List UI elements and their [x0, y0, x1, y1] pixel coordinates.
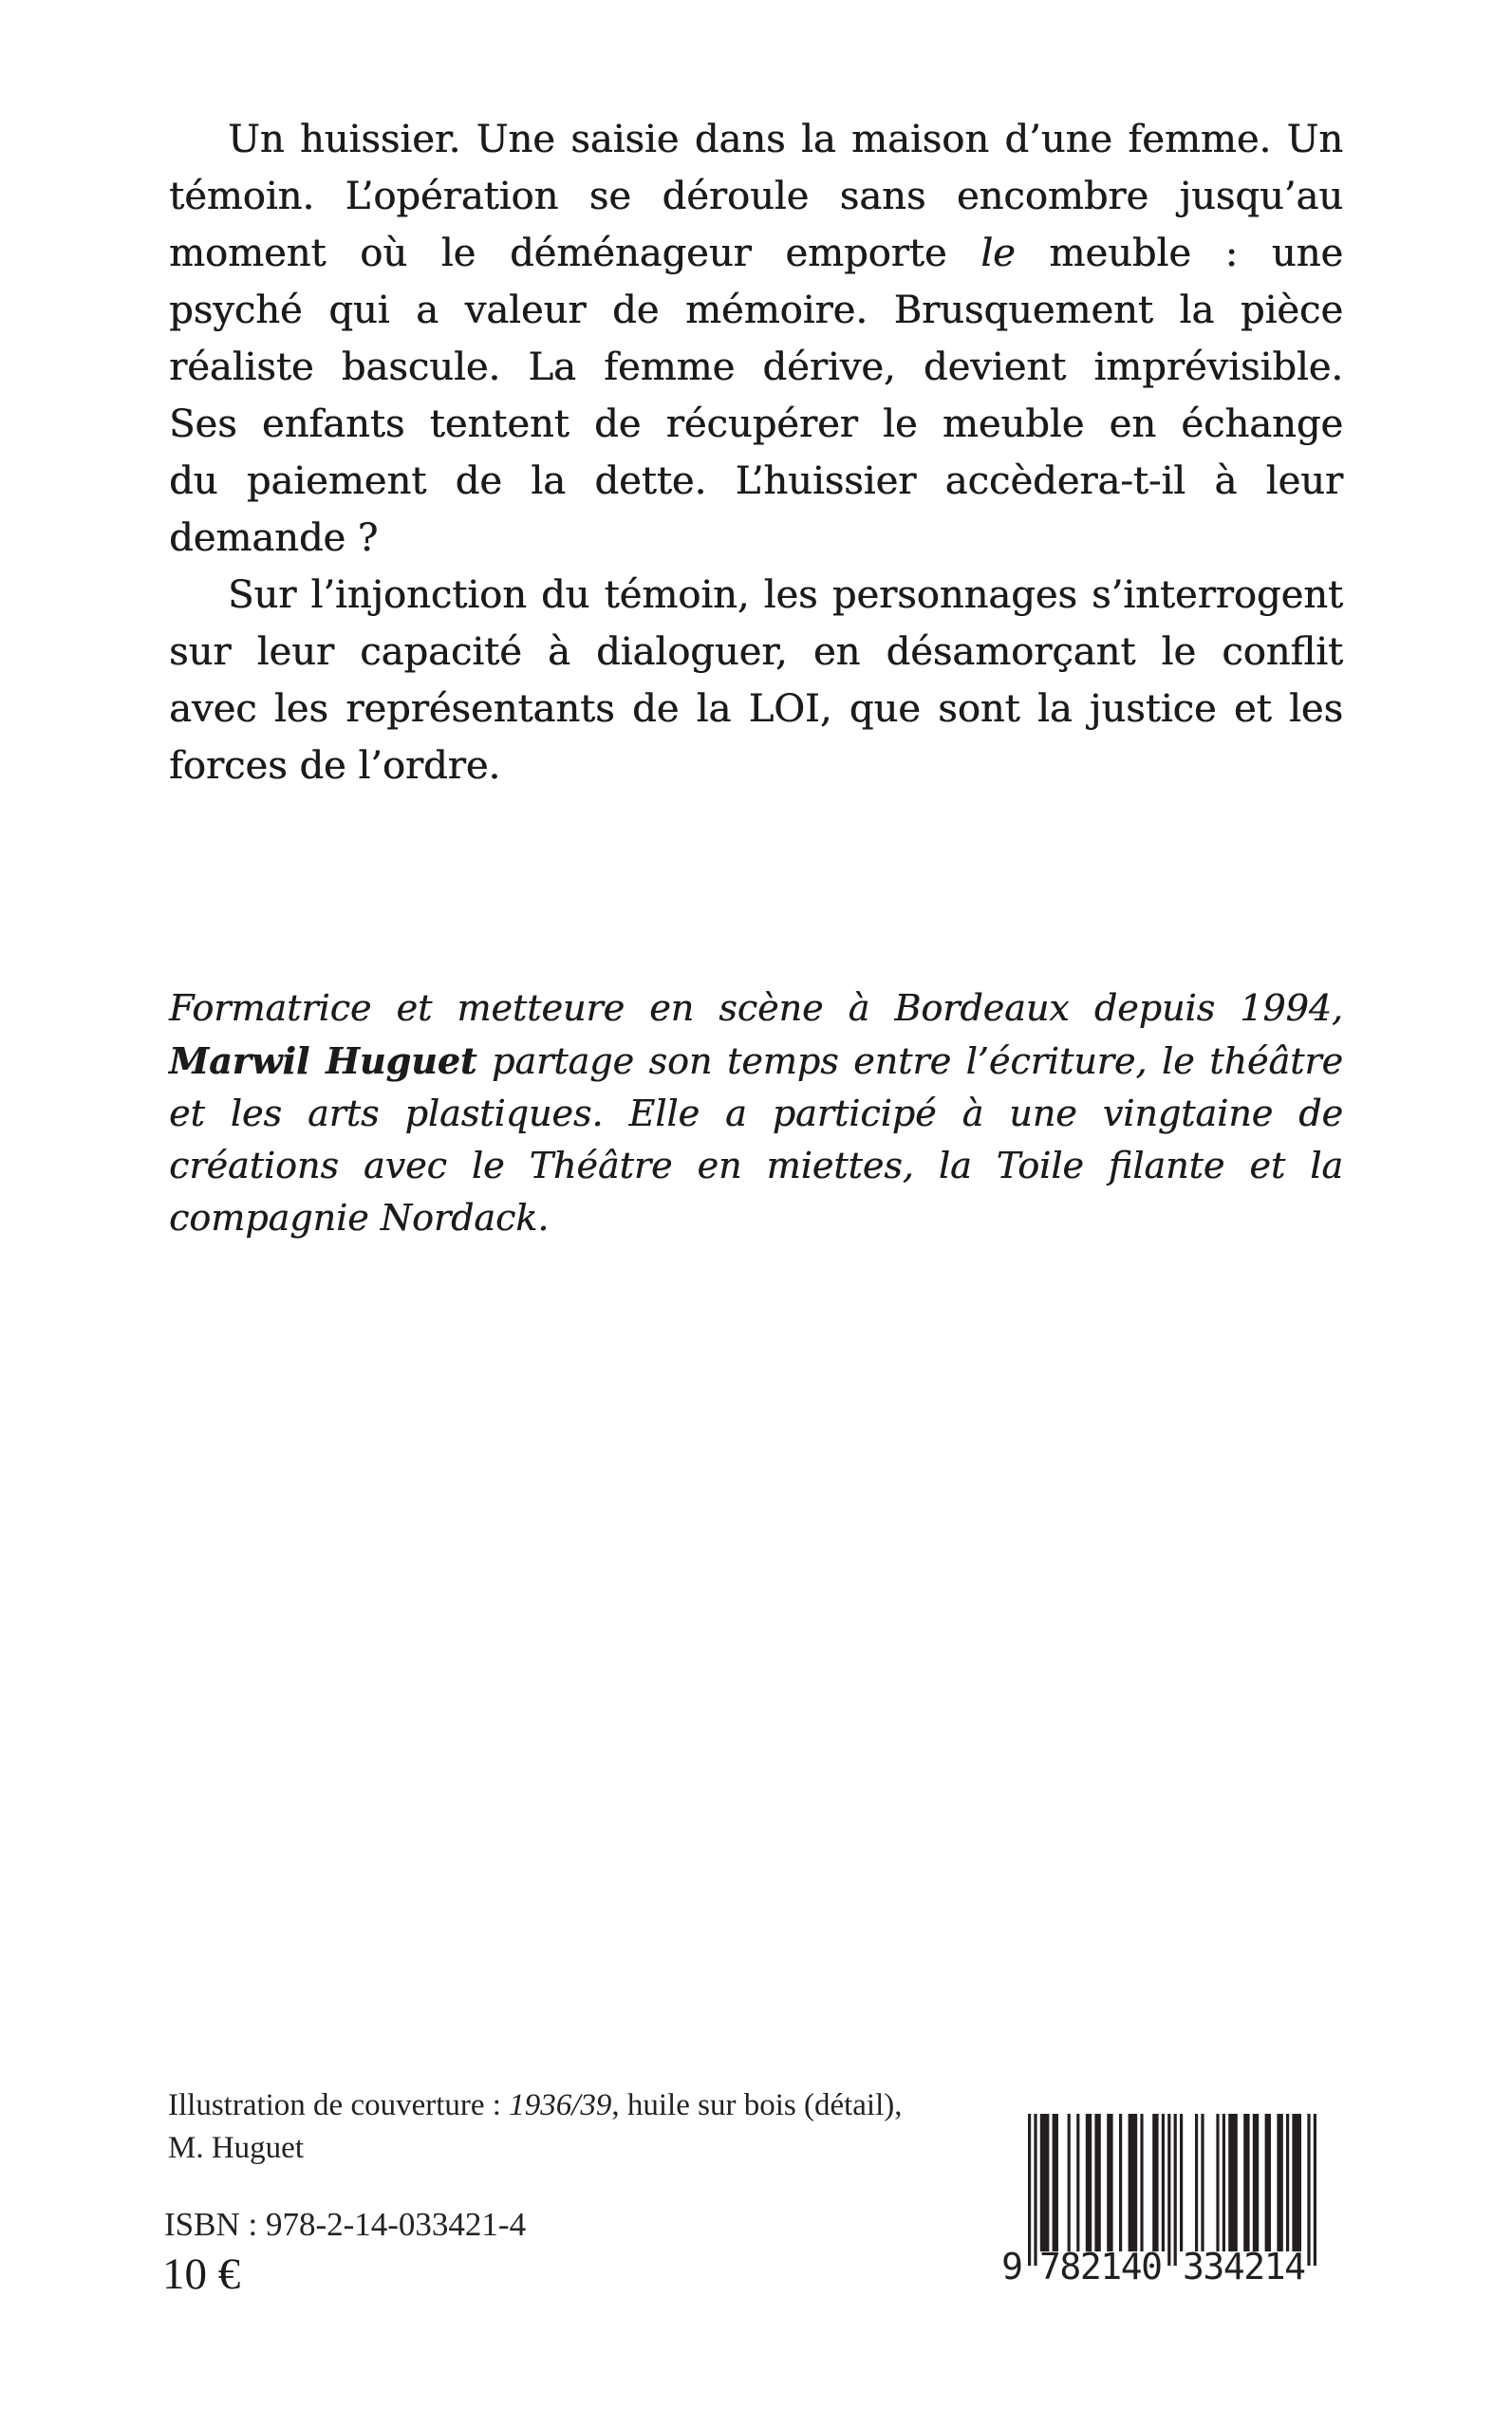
text-line: moment où le déménageur emporte le meuble : une: [169, 232, 1344, 275]
text-line: réaliste bascule. La femme dérive, devient imprévisible.: [169, 345, 1343, 389]
text-line: avec les représentants de la LOI, que sont la justice et les: [169, 687, 1343, 731]
barcode-bar: [1152, 2114, 1158, 2251]
text-line: créations avec le Théâtre en miettes, la Toile filante et la: [169, 1145, 1343, 1186]
ean13-barcode: [997, 2107, 1338, 2292]
barcode-bar: [1086, 2114, 1092, 2251]
author-bio: [169, 982, 1343, 1244]
paragraph: [169, 567, 1343, 794]
barcode-bar: [1028, 2114, 1031, 2266]
barcode-bar: [1119, 2114, 1122, 2251]
barcode-bar: [1034, 2114, 1036, 2266]
barcode-bar: [1292, 2114, 1301, 2251]
paragraph: [169, 111, 1343, 567]
barcode-bar: [1228, 2114, 1238, 2251]
text-line: forces de l’ordre.: [169, 744, 501, 788]
barcode-bar: [1140, 2114, 1143, 2251]
barcode-bar: [1216, 2114, 1219, 2251]
barcode-bar: [1201, 2114, 1204, 2251]
text-line: compagnie Nordack.: [169, 1197, 550, 1239]
barcode-bar: [1053, 2114, 1058, 2251]
barcode-bar: [1129, 2114, 1138, 2251]
barcode-bar: [1180, 2114, 1183, 2251]
barcode-bar: [1107, 2114, 1112, 2251]
barcode-bar: [1307, 2114, 1310, 2266]
text-line: Marwil Huguet partage son temps entre l’écriture, le théâtre: [169, 1039, 1344, 1082]
text-line: Un huissier. Une saisie dans la maison d’une femme. Un: [228, 118, 1343, 161]
barcode-bar: [1277, 2114, 1282, 2251]
text-line: sur leur capacité à dialoguer, en désamorçant le conflit: [169, 630, 1343, 674]
barcode-bar: [1094, 2114, 1100, 2251]
barcode-bar: [1265, 2114, 1271, 2251]
barcode-bar: [1286, 2114, 1289, 2251]
barcode-bar: [1076, 2114, 1079, 2251]
barcode-bar: [1068, 2114, 1071, 2251]
barcode-bar: [1223, 2114, 1225, 2251]
cover-illustration-credit: [168, 2084, 1098, 2170]
text-line: M. Huguet: [168, 2131, 304, 2165]
text-line: du paiement de la dette. L’huissier accèdera-t-il à leur: [169, 459, 1343, 503]
text-line: témoin. L’opération se déroule sans encombre jusqu’au: [169, 175, 1343, 218]
text-line: psyché qui a valeur de mémoire. Brusquement la pièce: [169, 289, 1343, 332]
barcode-graphic: [997, 2107, 1338, 2292]
barcode-digits: 782140: [1039, 2246, 1163, 2288]
barcode-digits: 9: [1001, 2246, 1023, 2288]
isbn-text: ISBN : 978-2-14-033421-4: [164, 2206, 527, 2243]
barcode-bar: [1243, 2114, 1249, 2251]
text-line: Ses enfants tentent de récupérer le meuble en échange: [169, 402, 1343, 446]
barcode-bar: [1040, 2114, 1050, 2251]
text-line: Illustration de couverture : 1936/39, huile sur bois (détail),: [168, 2088, 903, 2122]
barcode-bar: [1167, 2114, 1170, 2266]
text-line: Sur l’injonction du témoin, les personnages s’interrogent: [228, 573, 1343, 617]
barcode-bar: [1253, 2114, 1259, 2251]
price-text: 10 €: [162, 2250, 241, 2299]
barcode-bar: [1162, 2114, 1165, 2251]
barcode-bar: [1174, 2114, 1177, 2266]
barcode-bar: [1314, 2114, 1316, 2266]
synopsis-text: [169, 111, 1343, 794]
text-line: demande ?: [169, 516, 379, 560]
text-line: et les arts plastiques. Elle a participé à une vingtaine de: [169, 1092, 1343, 1134]
barcode-bar: [1195, 2114, 1198, 2251]
barcode-digits: 334214: [1183, 2246, 1306, 2288]
text-line: Formatrice et metteure en scène à Bordeaux depuis 1994,: [169, 987, 1343, 1029]
